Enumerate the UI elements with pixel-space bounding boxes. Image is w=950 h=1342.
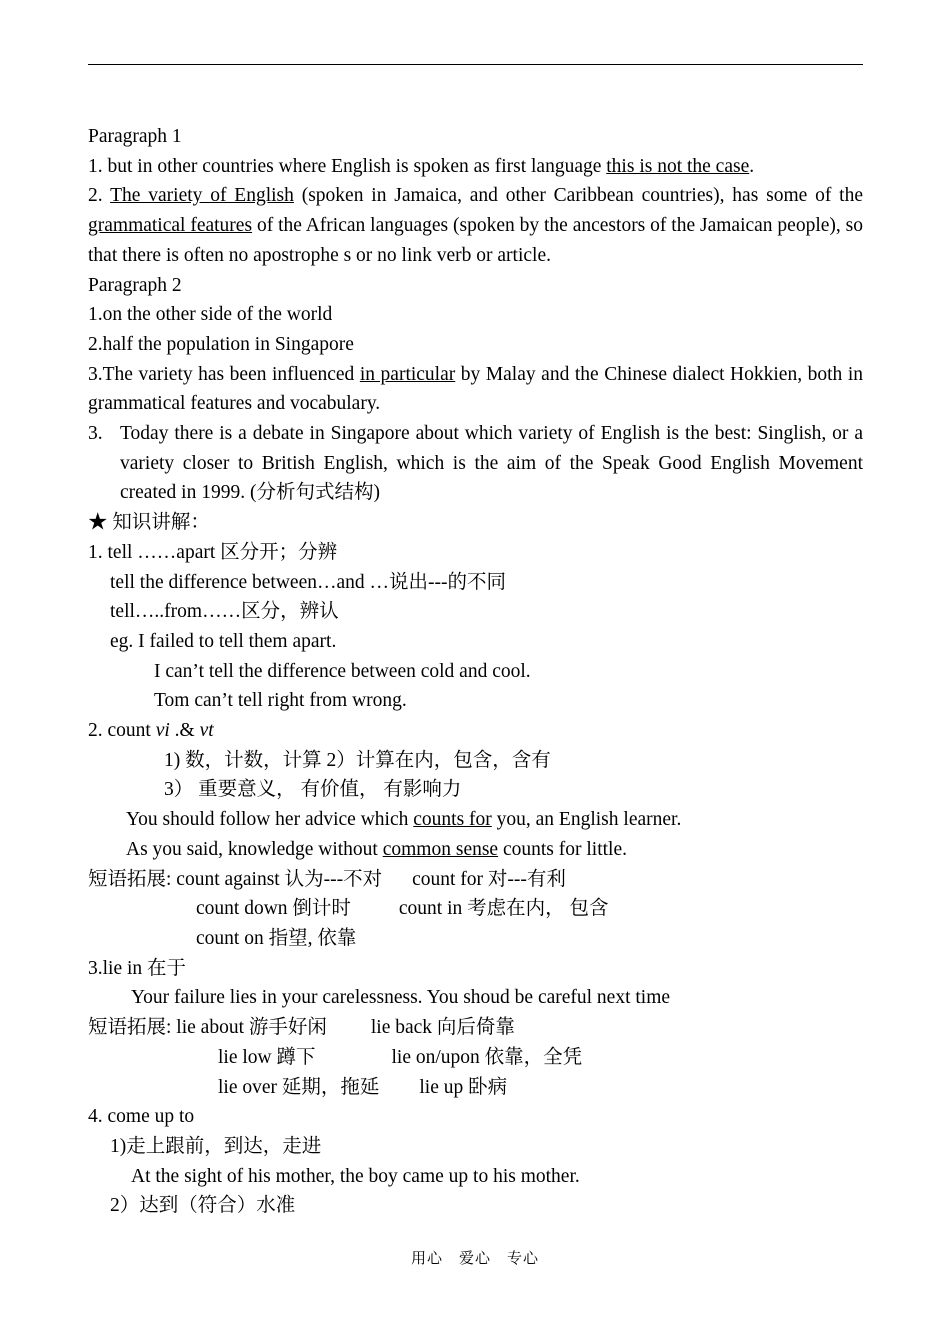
phrase-line: 短语拓展: count against 认为---不对 count for 对---有利 [88, 868, 566, 890]
knowledge-heading: ★ 知识讲解： [88, 512, 210, 534]
note-title: 2. count vi .& vt [88, 720, 214, 742]
example-line: I can’t tell the difference between cold and cool. [154, 660, 531, 682]
numbered-item: 3. Today there is a debate in Singapore about which variety of English is the best: Singlish, or a variety closer to British English, which is the aim of the Speak Good English Movement created in 1999. (分析句式结构) [88, 423, 863, 504]
page-footer: 用心 爱心 专心 [410, 1251, 539, 1267]
numbered-item: 2. The variety of English (spoken in Jamaica, and other Caribbean countries), has some of the grammatical features of the African languages (spoken by the ancestors of the Jamaican people), so that there is often no apostrophe s or no link verb or article. [88, 185, 864, 266]
example-line: eg. I failed to tell them apart. [110, 630, 337, 652]
example-line: At the sight of his mother, the boy came up to his mother. [131, 1165, 580, 1187]
note-title: 3.lie in 在于 [88, 957, 187, 979]
section-heading: Paragraph 2 [88, 274, 182, 296]
phrase-line: count down 倒计时 count in 考虑在内， 包含 [196, 898, 609, 920]
note-line: tell the difference between…and …说出---的不同 [110, 571, 506, 593]
numbered-item: 1. but in other countries where English is spoken as first language this is not the case. [88, 155, 755, 177]
phrase-line: lie over 延期，拖延 lie up 卧病 [218, 1076, 508, 1098]
numbered-item: 2.half the population in Singapore [88, 333, 354, 355]
note-title: 4. come up to [88, 1106, 195, 1128]
phrase-line: 短语拓展: lie about 游手好闲 lie back 向后倚靠 [88, 1017, 515, 1039]
numbered-item: 3.The variety has been influenced in particular by Malay and the Chinese dialect Hokkien, both in grammatical features and vocabulary. [88, 363, 863, 415]
numbered-item: 1.on the other side of the world [88, 304, 333, 326]
note-line: tell…..from……区分，辨认 [110, 601, 339, 623]
note-line: 3） 重要意义， 有价值， 有影响力 [164, 779, 462, 801]
example-line: As you said, knowledge without common sense counts for little. [126, 838, 627, 860]
note-title: 1. tell ……apart 区分开；分辨 [88, 541, 338, 563]
document-body [88, 122, 863, 1221]
example-line: Tom can’t tell right from wrong. [154, 690, 407, 712]
note-line: 2）达到（符合）水准 [110, 1195, 296, 1217]
example-line: You should follow her advice which counts for you, an English learner. [126, 809, 682, 831]
phrase-line: count on 指望, 依靠 [196, 927, 357, 949]
example-line: Your failure lies in your carelessness. You shoud be careful next time [131, 987, 671, 1009]
star-icon: ★ [88, 512, 108, 534]
note-line: 1)走上跟前，到达，走进 [110, 1135, 322, 1157]
section-heading: Paragraph 1 [88, 126, 182, 147]
note-line: 1) 数，计数，计算 2）计算在内，包含，含有 [164, 749, 551, 771]
header-rule [88, 64, 863, 65]
phrase-line: lie low 蹲下 lie on/upon 依靠，全凭 [218, 1046, 583, 1068]
